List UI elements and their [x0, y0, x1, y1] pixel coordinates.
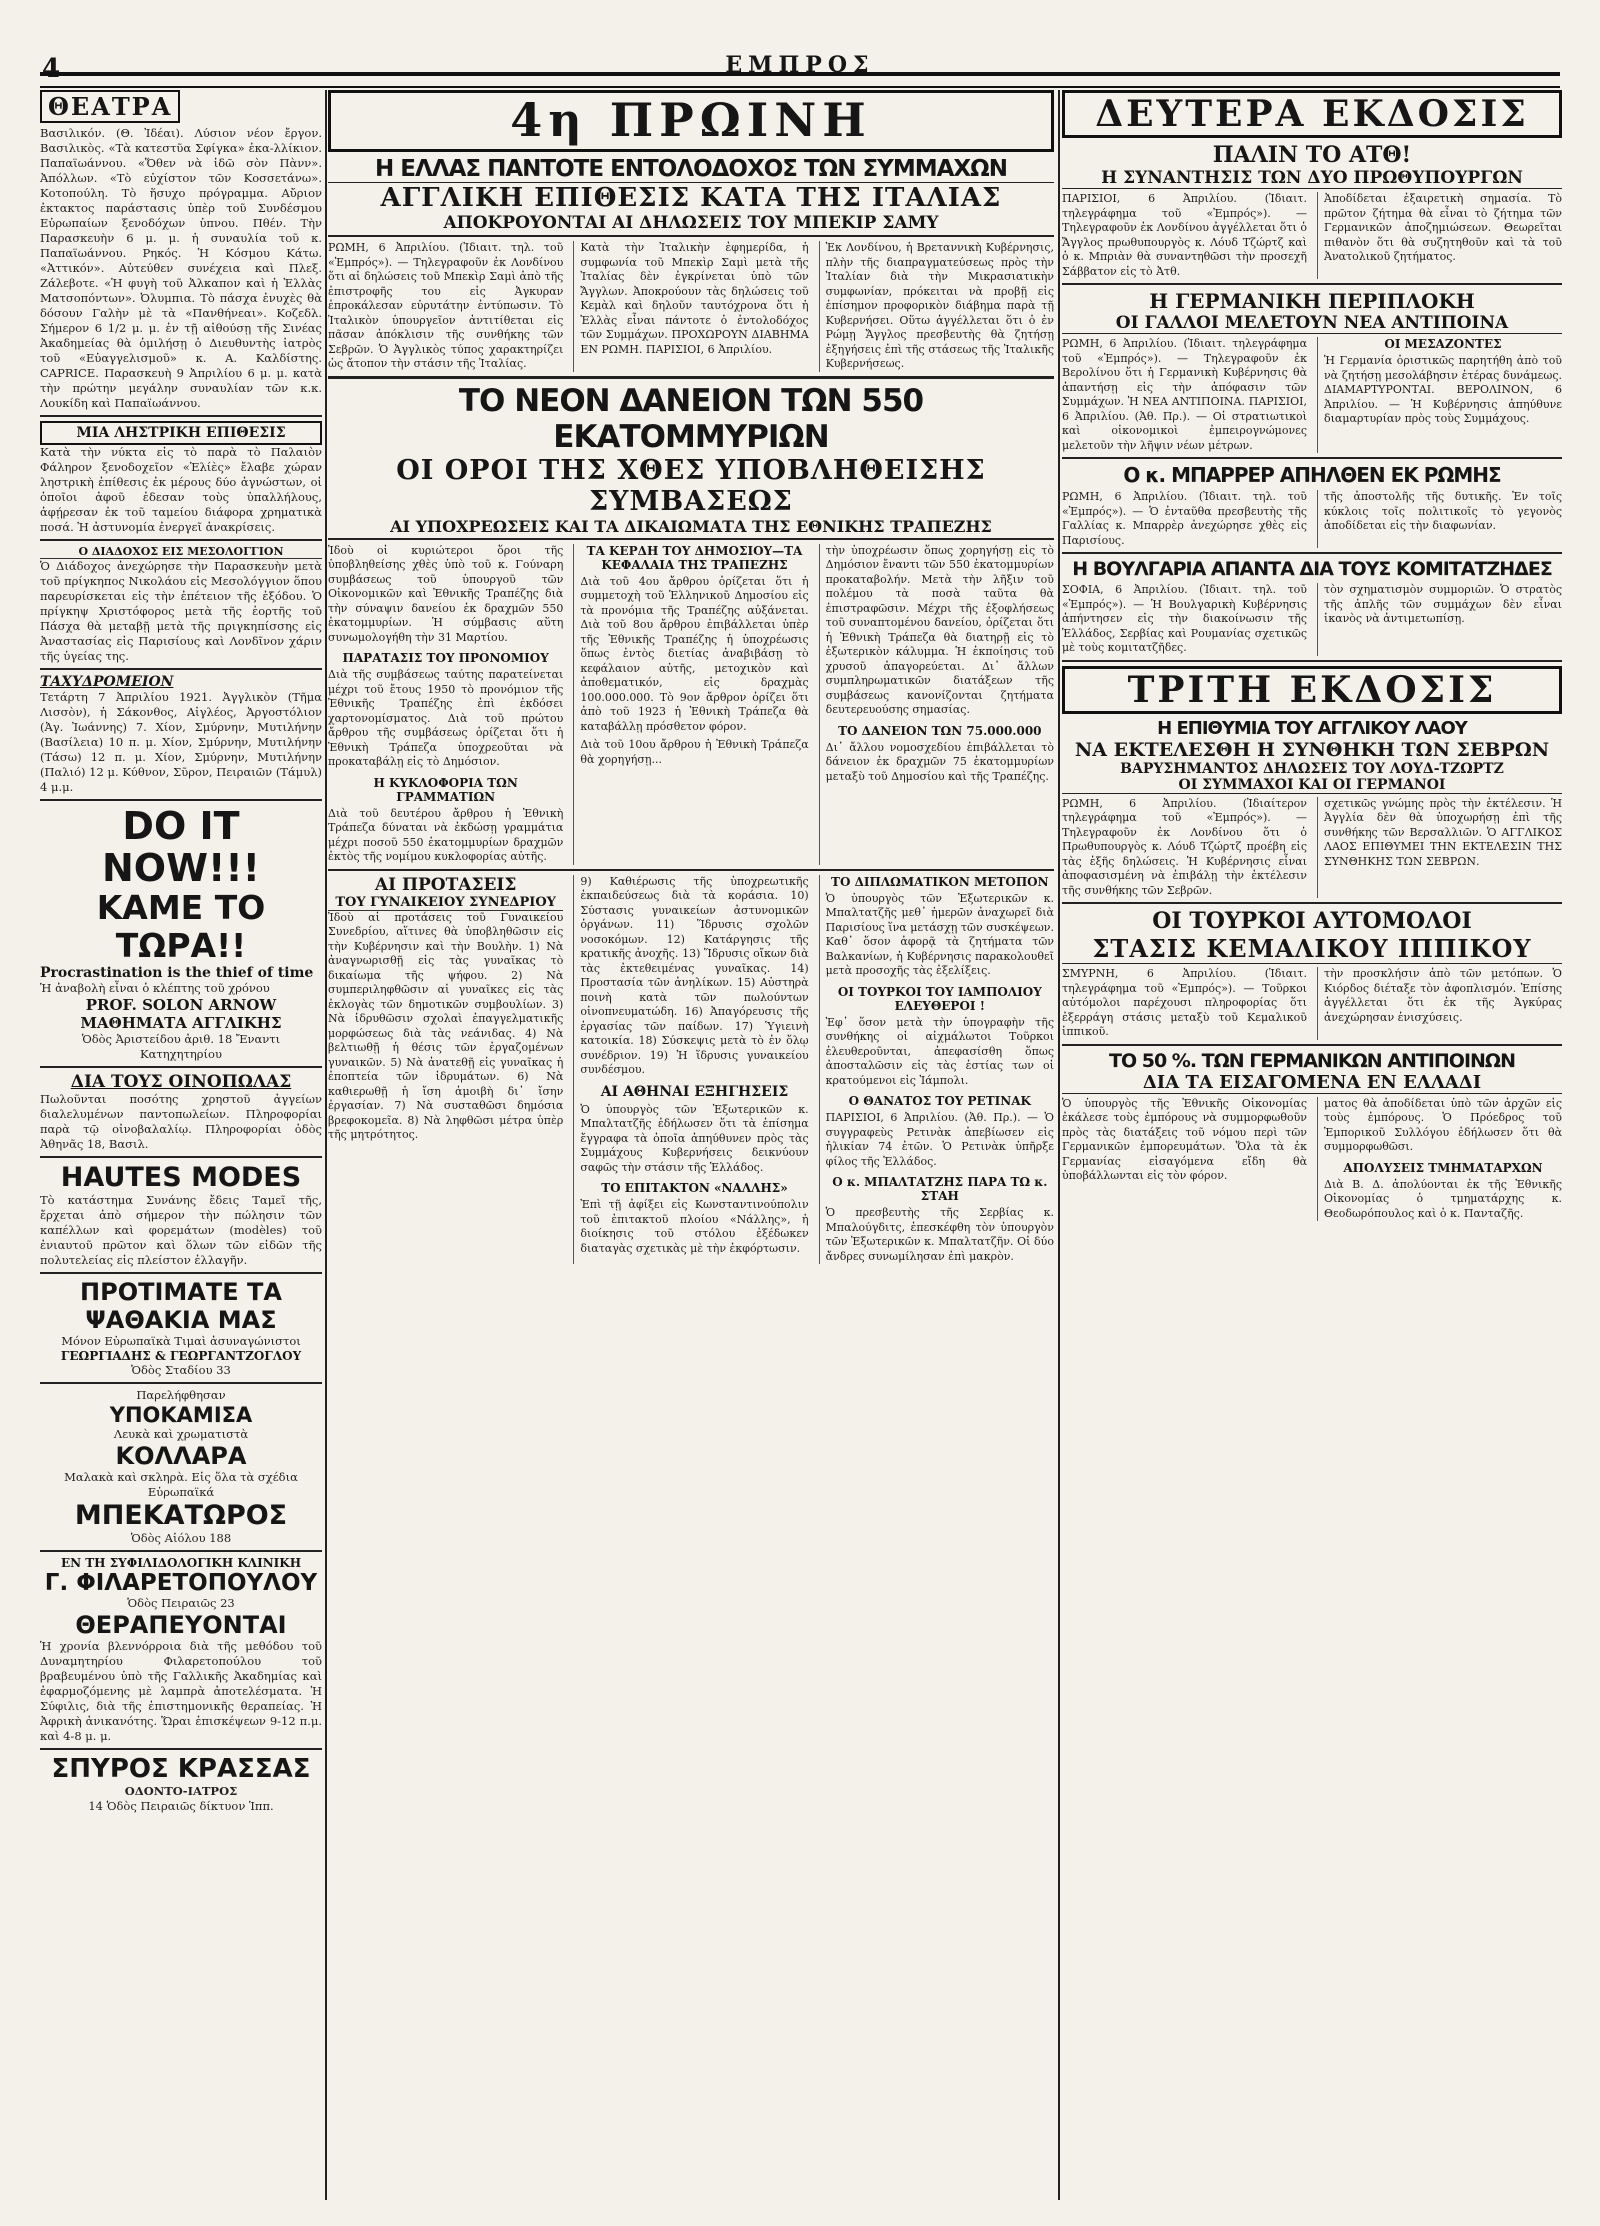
headline-stasis-ippikou: ΣΤΑΣΙΣ ΚΕΜΑΛΙΚΟΥ ΙΠΠΙΚΟΥ [1062, 934, 1562, 964]
left-column [40, 90, 322, 2200]
ypokamisa-subtitle: Λευκὰ καὶ χρωματιστὰ [113, 1427, 249, 1441]
eisagomena-text-a: Ὁ ὑπουργὸς τῆς Ἐθνικῆς Οἰκονομίας ἐκάλεσε τοὺς ἐμπόρους νὰ συμμορφωθοῦν πρὸς τὰς διατάξεις τοῦ νόμου περὶ τῶν Γερμανικῶν ἐμπορευμάτων. Ὅλα τὰ ἐκ Γερμανίας εἰσαγόμενα εἴδη θὰ ὑποβάλλωνται εἰς τὸν φόρον. [1062, 1096, 1307, 1182]
column-rule [1058, 90, 1060, 2200]
thanatos-text: ΠΑΡΙΣΙΟΙ, 6 Ἀπριλίου. (Ἀθ. Πρ.). — Ὁ συγγραφεὺς Ρετινὰκ ἀπεβίωσεν εἰς ἡλικίαν 74 ἐτῶν. Ὁ Ρετινὰκ ὑπῆρξε φίλος τῆς Ἑλλάδος. [825, 1111, 1054, 1168]
headline-barrer: Ο κ. ΜΠΑΡΡΕΡ ΑΠΗΛΘΕΝ ΕΚ ΡΩΜΗΣ [1123, 463, 1501, 487]
headline-epithymia: Η ΕΠΙΘΥΜΙΑ ΤΟΥ ΑΓΓΛΙΚΟΥ ΛΑΟΥ [1157, 717, 1467, 739]
stasis-text-a: ΣΜΥΡΝΗ, 6 Ἀπριλίου. (Ἰδιαιτ. τηλεγράφημα τοῦ «Ἐμπρός»). — Τοῦρκοι αὐτόμολοι παρέχουσι πληροφορίας ὅτι ἐξερράγη στάσις μεταξὺ τοῦ Κεμαλικοῦ ἱππικοῦ. [1062, 967, 1307, 1038]
mesazontes-heading: ΟΙ ΜΕΣΑΖΟΝΤΕΣ [1384, 337, 1502, 351]
center-column [328, 90, 1054, 2200]
page-number: 4 [42, 54, 61, 84]
headline-voulgaria: Η ΒΟΥΛΓΑΡΙΑ ΑΠΑΝΤΑ ΔΙΑ ΤΟΥΣ ΚΟΜΙΤΑΤΖΗΔΕΣ [1072, 558, 1552, 580]
daneion-text-a: Ἰδοὺ οἱ κυριώτεροι ὅροι τῆς ὑποβληθείσης χθὲς ὑπὸ τοῦ κ. Γούναρη συμβάσεως τοῦ ὑπουργοῦ τῶν Οἰκονομικῶν καὶ Ἐθνικῆς Τραπέζης διὰ τὴν σύναψιν δανείου ἐκ δραχμῶν 550 ἑκατομμυρίων. Ἡ σύμβασις αὕτη συνωμολογήθη τὴν 31 Μαρτίου. [328, 543, 564, 644]
lestriki-text: Κατὰ τὴν νύκτα εἰς τὸ παρὰ τὸ Παλαιὸν Φάληρον ξενοδοχεῖον «Ἑλίὲς» ἔλαβε χώραν ληστρικὴ ἐπίθεσις ἐκ μέρους δύο ἀγνώστων, οἱ ὁποῖοι ἀφοῦ ἐδεσαν τοὺς ὑπαλλήλους, ἀφῄρεσαν ἐκ τοῦ ταμείου διάφορα χρηματικὰ ποσά. Ἡ ἀστυνομία ἐνεργεῖ ἀνακρίσεις. [40, 445, 322, 534]
headline-dilosis-lloyd-george: ΒΑΡΥΣΗΜΑΝΤΟΣ ΔΗΛΩΣΕΙΣ ΤΟΥ ΛΟΥΔ-ΤΖΩΡΤΖ [1120, 760, 1504, 777]
apolyseis-heading: ΑΠΟΛΥΣΕΙΣ ΤΜΗΜΑΤΑΡΧΩΝ [1343, 1160, 1543, 1175]
krassas: ΣΠΥΡΟΣ ΚΡΑΣΣΑΣ [51, 1754, 311, 1784]
article-angliki-c: Ἐκ Λονδίνου, ἡ Βρεταννικὴ Κυβέρνησις, πλὴν τῆς διαπραγματεύσεως πρὸς τὴν Ἰταλίαν διὰ τὴν Μικρασιατικὴν συμφωνίαν, πρόκειται νὰ προβῇ εἰς ἐπίσημον προφορικὸν διάβημα παρὰ τῇ Κυβερνήσει. Οὕτω ἀγγέλλεται ὅτι ὁ ἐν Ρώμῃ Ἄγγλος πρεσβευτὴς θὰ ζητήσῃ ἐξηγήσεις ἐπὶ τῆς στάσεως τῆς Ἰταλικῆς Κυβερνήσεως. [819, 241, 1054, 372]
oinopolas-title: ΔΙΑ ΤΟΥΣ ΟΙΝΟΠΩΛΑΣ [70, 1072, 292, 1092]
theatra-title: ΘΕΑΤΡΑ [40, 90, 180, 123]
headline-oroi-symvaseos: ΟΙ ΟΡΟΙ ΤΗΣ ΧΘΕΣ ΥΠΟΒΛΗΘΕΙΣΗΣ ΣΥΜΒΑΣΕΩΣ [396, 454, 986, 517]
headline-neon-daneion: ΤΟ ΝΕΟΝ ΔΑΝΕΙΟΝ ΤΩΝ 550 ΕΚΑΤΟΜΜΥΡΙΩΝ [458, 382, 924, 455]
protaseis-text-a: Ἰδοὺ αἱ προτάσεις τοῦ Γυναικείου Συνεδρίου, αἵτινες θὰ ὑποβληθῶσιν εἰς τὴν Κυβέρνησιν καὶ τὴν Βουλὴν. 1) Νὰ ἀναγνωρισθῇ εἰς τὰς γυναῖκας τὸ δικαίωμα τῆς ψήφου. 2) Νὰ συμπεριληφθῶσιν αἱ γυναῖκες εἰς τὰς ἐκλογὰς τῶν δημοτικῶν συμβουλίων. 3) Νὰ ἱδρυθῶσιν σχολαὶ ἐπαγγελματικῆς μορφώσεως διὰ τὰς νεάνιδας. 4) Νὰ βελτιωθῇ ἡ θέσις τῶν ἐργαζομένων γυναικῶν. 5) Νὰ ἀνατεθῇ εἰς γυναῖκας ἡ ἐποπτεία τῶν ἱδρυμάτων. 6) Νὰ καθιερωθῇ ἡ ἴση ἀμοιβὴ δι᾽ ἴσην ἐργασίαν. 7) Νὰ συσταθῶσι δημόσια βρεφοκομεῖα. 8) Νὰ ληφθῶσι μέτρα ὑπὲρ τῆς μητρότητος. [328, 910, 564, 1141]
article-angliki-a: ΡΩΜΗ, 6 Ἀπριλίου. (Ἰδιαιτ. τηλ. τοῦ «Ἐμπρός»). — Τηλεγραφοῦν ἐκ Λονδίνου ὅτι αἱ δηλώσεις τοῦ Μπεκὶρ Σαμὶ ἀπὸ τῆς ἐπιστροφῆς του εἰς Ἀγκυραν ἐπροκάλεσαν εὐρυτάτην ἐντύπωσιν. Τὸ Ἰταλικὸν ὑπουργεῖον ἀντιτίθεται εἰς πᾶσαν ἀπόκλισιν τῆς συνθήκης τῶν Σεβρῶν. Ὁ Ἀγγλικὸς τύπος χαρακτηρίζει ὡς ἄτοπον τὴν στάσιν τῆς Ἰταλίας. [328, 241, 564, 370]
ypokamisa-received: Παρελήφθησαν [136, 1388, 226, 1402]
protaseis-text-b: 9) Καθιέρωσις τῆς ὑποχρεωτικῆς ἐκπαιδεύσεως διὰ τὰ κοράσια. 10) Σύστασις γυναικείων ἀστυνομικῶν ὀργάνων. 11) Ἵδρυσις σχολῶν νοσοκόμων. 12) Κατάργησις τῆς κρατικῆς ἀνοχῆς. 13) Ἵδρυσις οἴκων διὰ τὰς ἐκτεθειμένας γυναῖκας. 14) Προστασία τῶν ἀνηλίκων. 15) Αὐστηρὰ ποινὴ κατὰ τῶν πωλούντων οἰνοπνευματώδη. 16) Ἀπαγόρευσις τῆς ἐργασίας τῶν παίδων. 17) Ὑγιεινὴ κατοικία. 18) Σύσκεψις μετὰ τὸ ἐν ὅλῳ συνέδριον. 19) Ἡ ἵδρυσις γυναικείου συνδέσμου. [580, 874, 809, 1076]
diplomatiko-heading: ΤΟ ΔΙΠΛΩΜΑΤΙΚΟΝ ΜΕΤΟΠΟΝ [831, 874, 1049, 889]
oinopolas-text: Πωλοῦνται ποσότης χρηστοῦ ἀγγείων διαλελυμένων παντοπωλείων. Πληροφορίαι παρὰ τῷ οἰνοβαλαλίῳ. Πληροφορίαι ὁδὸς Ἀθηνᾶς 18, Βασιλ. [40, 1092, 322, 1151]
ad-professor-address: Ὁδὸς Ἀριστείδου ἀριθ. 18 Ἔναντι Κατηχητηρίου [81, 1032, 281, 1061]
protaseis-subheading: ΤΟΥ ΓΥΝΑΙΚΕΙΟΥ ΣΥΝΕΔΡΙΟΥ [328, 895, 563, 911]
headline-50-antipoina: ΤΟ 50 %. ΤΩΝ ΓΕΡΜΑΝΙΚΩΝ ΑΝΤΙΠΟΙΝΩΝ [1109, 1049, 1515, 1072]
hautes-modes-text: Τὸ κατάστημα Συνάνης ἔδεις Ταμεῖ τῆς, ἔρχεται ἀπὸ σήμερον τὴν πώλησιν τῶν καπέλλων καὶ φορεμάτων (modèles) τοῦ ἐνιαυτοῦ πρῶτον καὶ ὅλων τῶν εἰδῶν τῆς πολυτελείας εἰς πλείστον ἐλλαγῆν. [40, 1193, 322, 1267]
clinic-heading: ΕΝ ΤΗ ΣΥΦΙΛΙΔΟΛΟΓΙΚΗ ΚΛΙΝΙΚΗ [60, 1556, 302, 1570]
lestriki-title: ΜΙΑ ΛΗΣΤΡΙΚΗ ΕΠΙΘΕΣΙΣ [40, 421, 322, 445]
krassas-address: 14 Ὁδὸς Πειραιῶς δίκτυον Ἱππ. [88, 1799, 274, 1813]
athenai-heading: ΑΙ ΑΘΗΝΑΙ ΕΞΗΓΗΣΕΙΣ [600, 1083, 789, 1100]
daneion-text-a3: Διὰ τοῦ δευτέρου ἄρθρου ἡ Ἐθνικὴ Τράπεζα δύναται νὰ ἐκδώσῃ γραμμάτια μέχρι ποσοῦ 550 ἑκατομμυρίων δραχμῶν ἐκτὸς τῆς νομίμου κυκλοφορίας αὐτῆς. [328, 806, 564, 863]
daneion-text-b: Διὰ τοῦ 4ου ἄρθρου ὁρίζεται ὅτι ἡ συμμετοχὴ τοῦ Ἑλληνικοῦ Δημοσίου εἰς τὰ προνόμια τῆς Τραπέζης αὐξάνεται. Διὰ τοῦ 8ου ἄρθρου ἐπιβάλλεται ὑπὲρ τῆς Ἐθνικῆς Τραπέζης ἡ ὑποχρέωσις ὅπως ἐντὸς διετίας ἀναβιβάσῃ τὸ κεφάλαιον αὐτῆς, μετοχικὸν καὶ ἀποθεματικόν, εἰς δραχμὰς 100.000.000. Τὸ 9ον ἄρθρον ὁρίζει ὅτι ἀπὸ τοῦ 1923 ἡ Ἐθνικὴ Τράπεζα θὰ καταβάλλῃ πρόσθετον φόρον. [580, 574, 809, 733]
daneion-heading-75: ΤΟ ΔΑΝΕΙΟΝ ΤΩΝ 75.000.000 [838, 723, 1042, 738]
column-rule [325, 90, 327, 2200]
hautes-modes-title: HAUTES MODES [60, 1162, 302, 1193]
diadochos-title: Ο ΔΙΑΔΟΧΟΣ ΕΙΣ ΜΕΣΟΛΟΓΓΙΟΝ [40, 545, 322, 559]
bekatoros-address: Ὁδὸς Αἰόλου 188 [130, 1531, 232, 1545]
banner-4h-proini: 4η ΠΡΩΙΝΗ [328, 90, 1054, 152]
stasis-text-b: τὴν προσκλήσιν ἀπὸ τῶν μετόπων. Ὁ Κιόρδος διέταξε τὸν ἀφοπλισμόν. Ἐπίσης ἀγγέλλεται ὅτι ἐκ τῆς Ἀγκύρας ἀνεχώρησαν ἐνισχύσεις. [1317, 967, 1562, 1040]
germaniki-text-a: ΡΩΜΗ, 6 Ἀπριλίου. (Ἰδιαιτ. τηλεγράφημα τοῦ «Ἐμπρός»). — Τηλεγραφοῦν ἐκ Βερολίνου ὅτι ἡ Γερμανικὴ Κυβέρνησις θὰ ἀπαντήσῃ εἰς τὴν ἀπόφασιν τῶν Συμμάχων. Ἡ ΝΕΑ ΑΝΤΙΠΟΙΝΑ. ΠΑΡΙΣΙΟΙ, 6 Ἀπριλίου. (Ἀθ. Πρ.). — Οἱ στρατιωτικοὶ καὶ οἰκονομικοὶ ἐμπειρογνώμονες μελετοῦν τὴν λῆψιν νέων μέτρων. [1062, 337, 1307, 452]
bekatoros: ΜΠΕΚΑΤΩΡΟΣ [74, 1500, 288, 1531]
athenai-text: Ὁ ὑπουργὸς τῶν Ἐξωτερικῶν κ. Μπαλτατζῆς ἐδήλωσεν ὅτι τὰ ἐπίσημα ἔγγραφα τὰ ὁποῖα ἀπηύθυνεν πρὸς τὰς Συμμάχους Κυβερνήσεις δεικνύουν σαφῶς τὴν στάσιν τῆς Ἑλλάδος. [580, 1102, 809, 1174]
tourkoi-text: Ἐφ᾽ ὅσον μετὰ τὴν ὑπογραφὴν τῆς συνθήκης οἱ αἰχμάλωτοι Τοῦρκοι ἐλευθεροῦνται, ἀπεφασίσθη ὅπως ἀποσταλῶσιν εἰς τὰς ἑστίας των οἱ κρατούμενοι εἰς Ἰάμπολι. [825, 1015, 1054, 1087]
kollara-subtitle: Μαλακὰ καὶ σκληρὰ. Εἰς ὅλα τὰ σχέδια Εὐρωπαϊκά [64, 1470, 298, 1499]
daneion-text-b2: Διὰ τοῦ 10ου ἄρθρου ἡ Ἐθνικὴ Τράπεζα θὰ χορηγήσῃ... [580, 738, 809, 766]
protimate-names: ΓΕΩΡΓΙΑΔΗΣ & ΓΕΩΡΓΑΝΤΖΟΓΛΟΥ [60, 1349, 302, 1363]
masthead: ΕΜΠΡΟΣ [725, 52, 875, 78]
protimate-subtitle: Μόνον Εὐρωπαϊκὰ Τιμαὶ ἀσυναγώνιστοι [61, 1334, 301, 1348]
staikos-heading: Ο κ. ΜΠΑΛΤΑΤΖΗΣ ΠΑΡΑ ΤΩ κ. ΣΤΑΗ [832, 1175, 1048, 1203]
daneion-heading-kerdi: ΤΑ ΚΕΡΔΗ ΤΟΥ ΔΗΜΟΣΙΟΥ—ΤΑ ΚΕΦΑΛΑΙΑ ΤΗΣ ΤΡΑΠΕΖΗΣ [586, 543, 803, 572]
synantisis-text-b: Ἀποδίδεται ἐξαιρετικὴ σημασία. Τὸ πρῶτον ζήτημα θὰ εἶναι τὸ ζήτημα τῶν Γερμανικῶν ἀποζημιώσεων. Θεωρεῖται πιθανὸν ὅτι θὰ συζητηθοῦν καὶ τὰ τοῦ Ἀνατολικοῦ ζητήματος. [1317, 192, 1562, 279]
article-angliki-b: Κατὰ τὴν Ἰταλικὴν ἐφημερίδα, ἡ συμφωνία τοῦ Μπεκὶρ Σαμὶ μετὰ τῆς Ἰταλίας δὲν ἐγκρίνεται ὑπὸ τῶν Ἄγγλων. Ἀποκρούουν τὰς δηλώσεις τοῦ Κεμὰλ καὶ δηλοῦν ταυτόχρονα ὅτι ἡ Ἑλλὰς εἶναι πάντοτε ὁ ἐντολοδόχος τῶν Συμμάχων. ΠΡΟΧΩΡΟΥΝ ΔΙΑΒΗΜΑ ΕΝ ΡΩΜΗ. ΠΑΡΙΣΙΟΙ, 6 Ἀπριλίου. [573, 241, 808, 372]
eisagomena-text-b: ματος θὰ ἀποδίδεται ὑπὸ τῶν ἀρχῶν εἰς τοὺς ἐμπόρους. Ὁ Πρόεδρος τοῦ Ἐμπορικοῦ Συλλόγου ἐδήλωσεν ὅτι θὰ συμμορφωθῶσι. [1324, 1096, 1562, 1153]
protimate-address: Ὁδὸς Σταδίου 33 [131, 1363, 231, 1377]
synantisis-text-a: ΠΑΡΙΣΙΟΙ, 6 Ἀπριλίου. (Ἰδιαιτ. τηλεγράφημα τοῦ «Ἐμπρός»). — Τηλεγραφοῦν ἐκ Λονδίνου ἀγγέλλεται ὅτι ὁ Ἄγγλος πρωθυπουργὸς κ. Λόυδ Τζώρτζ καὶ ὁ κ. Μπριὰν θὰ συναντηθῶσι τὴν προσεχῆ Σάββατον εἰς τὸ Ἀτθ. [1062, 192, 1307, 278]
apolyseis-text: Διὰ Β. Δ. ἀπολύονται ἐκ τῆς Ἐθνικῆς Οἰκονομίας ὁ τμηματάρχης κ. Θεοδωρόπουλος καὶ ὁ κ. Πανταζῆς. [1324, 1177, 1562, 1220]
headline-apokrouontai: ΑΠΟΚΡΟΥΟΝΤΑΙ ΑΙ ΔΗΛΩΣΕΙΣ ΤΟΥ ΜΠΕΚΙΡ ΣΑΜΥ [328, 213, 1054, 237]
ad-mathimata: ΜΑΘΗΜΑΤΑ ΑΓΓΛΙΚΗΣ [80, 1014, 282, 1032]
clinic-doctor: Γ. ΦΙΛΑΡΕΤΟΠΟΥΛΟΥ [44, 1570, 318, 1596]
protaseis-heading: ΑΙ ΠΡΟΤΑΣΕΙΣ [374, 874, 517, 895]
headline-galloi-antipoina: ΟΙ ΓΑΛΛΟΙ ΜΕΛΕΤΟΥΝ ΝΕΑ ΑΝΤΙΠΟΙΝΑ [1062, 313, 1562, 334]
daneion-heading-kykloforia: Η ΚΥΚΛΟΦΟΡΙΑ ΤΩΝ ΓΡΑΜΜΑΤΙΩΝ [373, 775, 518, 804]
ad-professor: PROF. SOLON ARNOW [85, 996, 277, 1014]
ad-do-it-now: DO IT NOW!!! [101, 804, 260, 890]
tachydromeion-title: ΤΑΧΥΔΡΟΜΕΙΟΝ [40, 674, 174, 690]
ypokamisa: ΥΠΟΚΑΜΙΣΑ [109, 1403, 253, 1427]
diplomatiko-text: Ὁ ὑπουργὸς τῶν Ἐξωτερικῶν κ. Μπαλτατζῆς μεθ᾽ ἡμερῶν ἀναχωρεῖ διὰ Παρισίους ἵνα μετάσχῃ τῶν συσκέψεων. Καθ᾽ ὅσον ἀφορᾷ τὰ ζητήματα τῶν Βαλκανίων, ἡ Κυβέρνησις παρακολουθεῖ μετὰ προσοχῆς τὰς ἐξελίξεις. [825, 891, 1054, 977]
headline-symmachoi-germanoi: ΟΙ ΣΥΜΜΑΧΟΙ ΚΑΙ ΟΙ ΓΕΡΜΑΝΟΙ [1062, 777, 1562, 794]
germaniki-text-b: Ἡ Γερμανία ὁριστικῶς παρητήθη ἀπὸ τοῦ νὰ ζητήσῃ μεσολάβησιν ἑτέρας δυνάμεως. ΔΙΑΜΑΡΤΥΡΟΝΤΑΙ. ΒΕΡΟΛΙΝΟΝ, 6 Ἀπριλίου. — Ἡ Κυβέρνησις ἀπηύθυνε διαμαρτυρίαν πρὸς τοὺς Συμμάχους. [1324, 354, 1562, 425]
headline-synantisis: Η ΣΥΝΑΝΤΗΣΙΣ ΤΩΝ ΔΥΟ ΠΡΩΘΥΠΟΥΡΓΩΝ [1062, 168, 1562, 189]
barrer-text-a: ΡΩΜΗ, 6 Ἀπριλίου. (Ἰδιαιτ. τηλ. τοῦ «Ἐμπρός»). — Ὁ ἐνταῦθα πρεσβευτὴς τῆς Γαλλίας κ. Μπαρρὲρ ἀνεχώρησε χθὲς εἰς Παρισίους. [1062, 490, 1307, 547]
daneion-text-a2: Διὰ τῆς συμβάσεως ταύτης παρατείνεται μέχρι τοῦ ἔτους 1950 τὸ προνόμιον τῆς Ἐθνικῆς Τραπέζης ἐπὶ ἐκδόσει χαρτονομίσματος. Διὰ τοῦ πρώτου ἄρθρου τῆς συμβάσεως ὁρίζεται ὅτι ἡ Ἐθνικὴ Τράπεζα ὑποχρεοῦται νὰ προκαταβάλῃ εἰς τὸ Δημόσιον. [328, 668, 564, 768]
headline-germaniki-periploki: Η ΓΕΡΜΑΝΙΚΗ ΠΕΡΙΠΛΟΚΗ [1149, 289, 1475, 313]
clinic-address: Ὁδὸς Πειραιῶς 23 [127, 1596, 235, 1610]
ad-kame-to-tora: ΚΑΜΕ ΤΟ ΤΩΡΑ!! [96, 888, 266, 965]
ad-procrastination-translation: Ἡ ἀναβολὴ εἶναι ὁ κλέπτης τοῦ χρόνου [40, 981, 270, 995]
krassas-subtitle: ΟΔΟΝΤΟ-ΙΑΤΡΟΣ [124, 1784, 238, 1798]
daneion-text-c: τὴν ὑποχρέωσιν ὅπως χορηγήσῃ εἰς τὸ Δημόσιον ἔναντι τῶν 550 ἑκατομμυρίων προκαταβολήν. Μετὰ τὴν λῆξιν τοῦ πολέμου τὰ ποσὰ ταῦτα θὰ ἐπιστραφῶσιν. Μέχρι τῆς ἐξοφλήσεως τοῦ συναπτομένου δανείου, ὁρίζεται ὅτι ἡ Ἐθνικὴ Τράπεζα θὰ διατηρῇ εἰς τὸ ἐξωτερικὸν κάλυμμα. Ἡ ἐκποίησις τοῦ χρυσοῦ ἀπαγορεύεται. Δι᾽ ἄλλων συμπληρωματικῶν διατάξεων τῆς συμβάσεως κανονίζονται ζητήματα δευτερευούσης σημασίας. [825, 543, 1054, 716]
sevres-text-a: ΡΩΜΗ, 6 Ἀπριλίου. (Ἰδιαίτερον τηλεγράφημα τοῦ «Ἐμπρός»). — Τηλεγραφοῦν ἐκ Λονδίνου ὅτι ὁ Πρωθυπουργὸς κ. Λόυδ Τζώρτζ προέβη εἰς τὰς ἑξῆς δηλώσεις. Ἡ Κυβέρνησις εἶναι ἀποφασισμένη νὰ ἐπιβάλῃ τὴν ἐκτέλεσιν τῆς συνθήκης τῶν Σεβρῶν. [1062, 796, 1307, 897]
tachydromeion-text: Τετάρτη 7 Ἀπριλίου 1921. Ἀγγλικὸν (Τῆμα Λισσὸν), ἡ Σάκονθος, Αἰγλέος, Ἀργοστόλιον (Ἀγ. Ἰωάννης) 7. Χίον, Σμύρνην, Μυτιλήνην (Βασίλεια) 10 π. μ. Χίον, Σμύρνην, Μυτιλήνην (Τάσω) 12 π. μ. Χίον, Σμύρνην, Μυτιλήνην (Παλιό) 12 μ. Κύθνον, Σῦρον, Πειραιῶν (Τάμυλ) 4 μ.μ. [40, 690, 322, 794]
banner-triti-ekdosis: ΤΡΙΤΗ ΕΚΔΟΣΙΣ [1062, 666, 1562, 714]
headline-ellas-entolodochos: Η ΕΛΛΑΣ ΠΑΝΤΟΤΕ ΕΝΤΟΛΟΔΟΧΟΣ ΤΩΝ ΣΥΜΜΑΧΩΝ [328, 156, 1054, 183]
kollara: ΚΟΛΛΑΡΑ [115, 1442, 247, 1470]
nallis-text: Ἐπὶ τῇ ἀφίξει εἰς Κωνσταντινούπολιν τοῦ ἐπιτακτοῦ πλοίου «Νάλλης», ἡ διοίκησις τοῦ στόλου ἐξέδωκεν διαταγὰς σχετικὰς μὲ τὴν ἐκφόρτωσιν. [580, 1198, 809, 1255]
headline-palin-ato: ΠΑΛΙΝ ΤΟ ΑΤΘ! [1212, 142, 1412, 168]
tourkoi-heading: ΟΙ ΤΟΥΡΚΟΙ ΤΟΥ ΙΑΜΠΟΛΙΟΥ ΕΛΕΥΘΕΡΟΙ ! [837, 984, 1042, 1013]
thanatos-heading: Ο ΘΑΝΑΤΟΣ ΤΟΥ ΡΕΤΙΝΑΚ [848, 1094, 1031, 1108]
therapeuontai-text: Ἡ χρονία βλεννόρροια διὰ τῆς μεθόδου τοῦ Δυναμητηρίου Φιλαρετοπούλου τοῦ βραβευμένου ὑπὸ τῆς Γαλλικῆς Ἀκαδημίας καὶ ἐφαρμοζόμενης μὲ λαμπρὰ ἀποτελέσματα. Ἡ Σύφιλις, διὰ τῆς ἐπιστημονικῆς θεραπείας. Ἡ Ἀφρικὴ ἀνικανότης. Ὥραι ἐπισκέψεων 9-12 π.μ. καὶ 4-8 μ. μ. [40, 1639, 322, 1743]
daneion-heading-paratasis: ΠΑΡΑΤΑΣΙΣ ΤΟΥ ΠΡΟΝΟΜΙΟΥ [342, 651, 549, 665]
right-column [1062, 90, 1562, 2200]
voulgaria-text-b: τὸν σχηματισμὸν συμμοριῶν. Ὁ στρατὸς τῆς ἀπλῆς τῶν συμμάχων δὲν εἶναι ἱκανὸς νὰ ἀντιμετωπίσῃ. [1317, 583, 1562, 656]
diadochos-text: Ὁ Διάδοχος ἀνεχώρησε τὴν Παρασκευὴν μετὰ τοῦ πρίγκηπος Νικολάου εἰς Μεσολόγγιον ὅπου παρευρίσκεται εἰς τὴν ἐπέτειον τῆς ἐξόδου. Ὁ πρίγκηψ Χριστόφορος μετὰ τῆς ἑορτῆς τοῦ Πάσχα θὰ μεταβῇ μετὰ τῆς πριγκηπίσσης εἰς Ἀναστασίας εἰς Παρισίους καὶ Λονδῖνον χάριν τῆς ὑγείας της. [40, 559, 322, 663]
staikos-text: Ὁ πρεσβευτὴς τῆς Σερβίας κ. Μπαλούγδιτς, ἐπεσκέφθη τὸν ὑπουργὸν τῶν Ἐξωτερικῶν κ. Μπαλτατζῆν. Οἱ δύο ἄνδρες συνωμίλησαν ἐπὶ μακρὸν. [825, 1206, 1054, 1263]
headline-synthiki-sevron: ΝΑ ΕΚΤΕΛΕΣΘΗ Η ΣΥΝΘΗΚΗ ΤΩΝ ΣΕΒΡΩΝ [1074, 738, 1550, 761]
headline-tourkoi-automoloi: ΟΙ ΤΟΥΡΚΟΙ ΑΥΤΟΜΟΛΟΙ [1152, 908, 1472, 934]
barrer-text-b: τῆς ἀποστολῆς τῆς δυτικῆς. Ἐν τοῖς κύκλοις τοῖς πολιτικοῖς τὸ γεγονὸς ἀποδίδεται εἰς τὴν διαφωνίαν. [1317, 490, 1562, 548]
therapeuontai: ΘΕΡΑΠΕΥΟΝΤΑΙ [75, 1611, 287, 1639]
nallis-heading: ΤΟ ΕΠΙΤΑΚΤΟΝ «ΝΑΛΛΗΣ» [601, 1181, 788, 1195]
sevres-text-b: σχετικῶς γνώμης πρὸς τὴν ἐκτέλεσιν. Ἡ Ἀγγλία δὲν θὰ ὑποχωρήσῃ ἐπὶ τῆς συνθήκης τῶν Βερσαλλιῶν. Ὁ ΑΓΓΛΙΚΟΣ ΛΑΟΣ ΕΠΙΘΥΜΕΙ ΤΗΝ ΕΚΤΕΛΕΣΙΝ ΤΗΣ ΣΥΝΘΗΚΗΣ ΤΩΝ ΣΕΒΡΩΝ. [1317, 797, 1562, 899]
voulgaria-text-a: ΣΟΦΙΑ, 6 Ἀπριλίου. (Ἰδιαιτ. τηλ. τοῦ «Ἐμπρός»). — Ἡ Βουλγαρικὴ Κυβέρνησις ἀπήντησεν εἰς τὴν διακοίνωσιν τῆς Ἑλλάδος, Σερβίας καὶ Ρουμανίας σχετικῶς μὲ τοὺς κομιτατζῆδες. [1062, 583, 1307, 654]
theatra-text: Βασιλικόν. (Θ. Ἰδέαι). Λύσιον νέον ἔργον. Βασιλικὸς. «Τὰ κατεστῦα Σφίγκα» ἐκα-λλίκιον. Παπαϊωάννου. «Ὅθεν νὰ ἰδῶ σὸν Πὰνν». Ἀπόλλων. «Τὸ εὐχίστον τῶν Κοσσετάνω». Κοτοπούλη. Τὸ ἥσυχο πρόγραμμα. Αὔριον ἐκτακτος παράστασις ὑπὲρ τοῦ Συνδέσμου Εὐρωπαίων ξενοδόχων ὑπνου. Πθέν. Τὴν Παρασκευὴν 6 μ. μ. ἡ συναυλία τοῦ κ. Παπαϊωάννου. Ρηκός. Ἡ Κόσμου Κάτω. «Ἀττικόν». Αὐτεύθεν συνέχεια καὶ Πλεξ. Ζάλεβοτε. «Ἡ φυγὴ τοῦ Ἀλκαπον καὶ ἡ Ἑλλὰς Ματσοπόντων». Ὀλυμπια. Τὸ πάσχα ἐνυχὲς θὰ δόσουν Γαλὴν μὲ τὰ «Πανθήνεαι». Κοζεδλ. Σήμερον 6 1/2 μ. μ. ἐν τῇ αἰθούσῃ τῆς Σινέας Ἀκαδημείας θὰ ὁμιλήσῃ ὁ Διευθυντὴς ἰατρὸς τοῦ «Εὐαγγελισμοῦ» κ. Α. Καλδίστης. CAPRICE. Παρασκευὴ 9 Ἀπριλίου 6 μ. μ. κατὰ τὴν πρώτην μεγάλην συναυλίαν τῶν κ.κ. Λουκίδη καὶ Παπαϊωάννου. [40, 126, 322, 410]
daneion-text-c2: Δι᾽ ἄλλου νομοσχεδίου ἐπιβάλλεται τὸ δάνειον ἐκ δραχμῶν 75 ἑκατομμυρίων μεταξὺ τοῦ Δημοσίου καὶ τῆς Τραπέζης. [825, 740, 1054, 783]
top-rule [40, 72, 1560, 88]
protimate-title: ΠΡΟΤΙΜΑΤΕ ΤΑ ΨΑΘΑΚΙΑ ΜΑΣ [80, 1278, 282, 1334]
banner-deutera-ekdosis: ΔΕΥΤΕΡΑ ΕΚΔΟΣΙΣ [1062, 90, 1562, 138]
headline-ypochreoseis: ΑΙ ΥΠΟΧΡΕΩΣΕΙΣ ΚΑΙ ΤΑ ΔΙΚΑΙΩΜΑΤΑ ΤΗΣ ΕΘΝΙΚΗΣ ΤΡΑΠΕΖΗΣ [328, 517, 1054, 540]
headline-eisagomena: ΔΙΑ ΤΑ ΕΙΣΑΓΟΜΕΝΑ ΕΝ ΕΛΛΑΔΙ [1062, 1072, 1562, 1094]
headline-angliki-epithesis: ΑΓΓΛΙΚΗ ΕΠΙΘΕΣΙΣ ΚΑΤΑ ΤΗΣ ΙΤΑΛΙΑΣ [380, 183, 1002, 213]
ad-procrastination: Procrastination is the thief of time [40, 965, 314, 981]
